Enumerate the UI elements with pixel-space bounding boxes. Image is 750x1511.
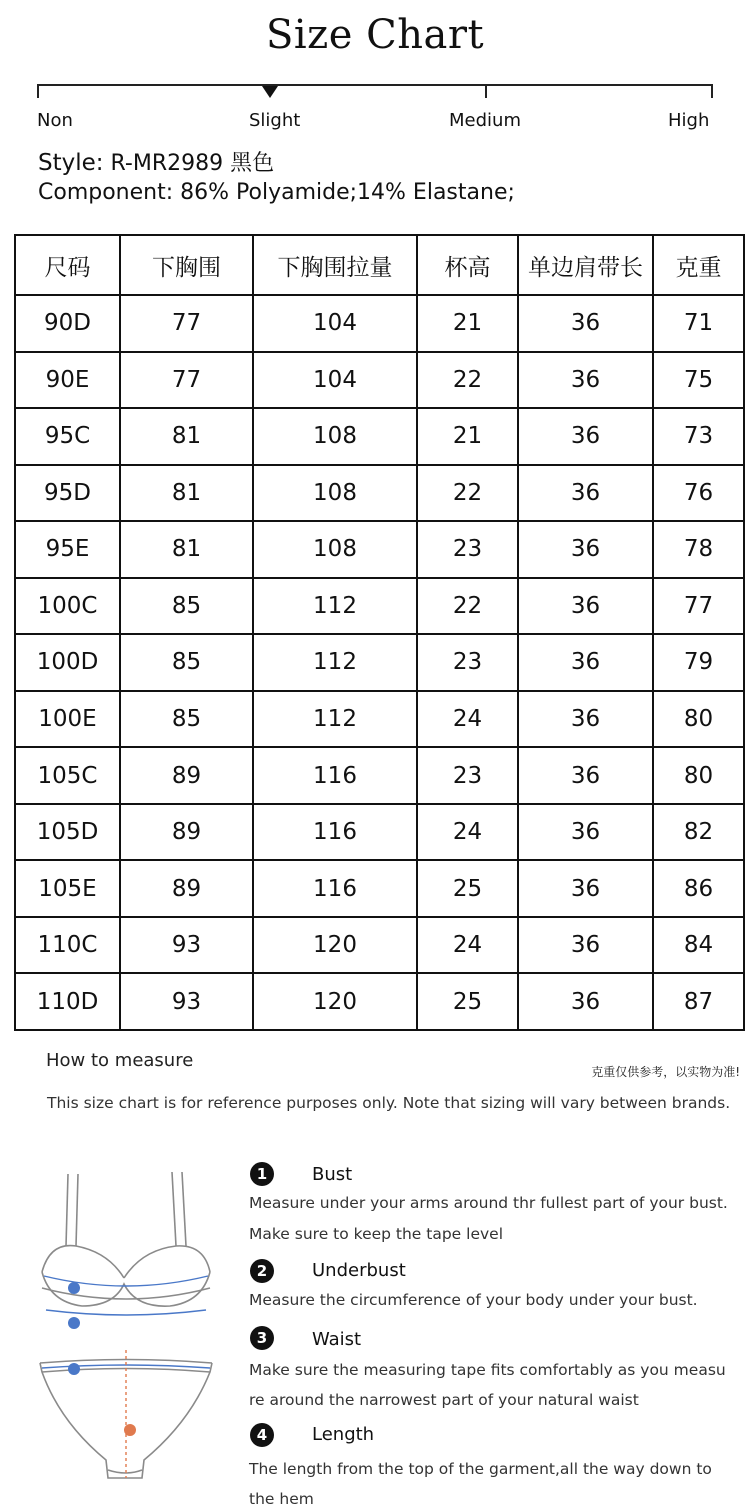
left-cup [42, 1246, 124, 1278]
waist-measure-line [42, 1365, 210, 1368]
table-cell: 108 [253, 465, 417, 522]
table-cell: 21 [417, 295, 518, 352]
table-cell: 77 [120, 352, 253, 409]
scale-tick [37, 84, 39, 98]
how-to-measure-heading: How to measure [46, 1050, 194, 1071]
table-row [15, 521, 744, 578]
table-cell: 93 [120, 973, 253, 1030]
table-cell: 104 [253, 352, 417, 409]
table-cell: 22 [417, 465, 518, 522]
column-header: 尺码 [15, 235, 120, 295]
table-cell: 100D [15, 634, 120, 691]
measure-desc: Measure under your arms around thr fullest part of your bust. [249, 1194, 728, 1212]
table-cell: 22 [417, 578, 518, 635]
number-3-icon: 3 [250, 1326, 274, 1350]
measure-title: Bust [312, 1164, 353, 1185]
table-header-row [15, 235, 744, 295]
table-cell: 105C [15, 747, 120, 804]
marker-4-icon [124, 1424, 136, 1436]
table-row [15, 917, 744, 974]
table-cell: 112 [253, 578, 417, 635]
table-row [15, 973, 744, 1030]
table-cell: 23 [417, 747, 518, 804]
table-row [15, 691, 744, 748]
style-line [38, 146, 274, 177]
component-value: 86% Polyamide;14% Elastane; [180, 180, 515, 205]
table-cell: 71 [653, 295, 744, 352]
table-cell: 79 [653, 634, 744, 691]
measure-title: Waist [312, 1329, 362, 1350]
table-cell: 22 [417, 352, 518, 409]
table-row [15, 747, 744, 804]
scale-tick [485, 84, 487, 98]
table-cell: 36 [518, 973, 653, 1030]
table-cell: 116 [253, 804, 417, 861]
scale-tick [711, 84, 713, 98]
column-header: 单边肩带长 [518, 235, 653, 295]
table-cell: 104 [253, 295, 417, 352]
scale-label-medium: Medium [449, 110, 521, 131]
table-cell: 76 [653, 465, 744, 522]
style-value: R-MR2989 黑色 [110, 151, 275, 176]
table-cell: 73 [653, 408, 744, 465]
scale-label-high: High [668, 110, 710, 131]
component-label: Component: [38, 180, 174, 205]
measure-desc: Measure the circumference of your body under your bust. [249, 1291, 698, 1309]
table-row [15, 578, 744, 635]
number-2-icon: 2 [250, 1259, 274, 1283]
measure-desc: the hem [249, 1490, 314, 1508]
table-cell: 23 [417, 521, 518, 578]
table-cell: 116 [253, 860, 417, 917]
table-row [15, 295, 744, 352]
table-cell: 77 [653, 578, 744, 635]
table-cell: 85 [120, 578, 253, 635]
table-cell: 77 [120, 295, 253, 352]
table-cell: 89 [120, 860, 253, 917]
table-cell: 95C [15, 408, 120, 465]
table-cell: 24 [417, 691, 518, 748]
table-cell: 90D [15, 295, 120, 352]
scale-line [38, 84, 712, 86]
page-title: Size Chart [265, 12, 485, 58]
underbust-measure-line [46, 1310, 206, 1315]
table-cell: 116 [253, 747, 417, 804]
table-cell: 112 [253, 634, 417, 691]
marker-1-icon [68, 1282, 80, 1294]
table-cell: 36 [518, 578, 653, 635]
table-cell: 36 [518, 352, 653, 409]
number-1-icon: 1 [250, 1162, 274, 1186]
table-cell: 95E [15, 521, 120, 578]
table-row [15, 804, 744, 861]
disclaimer-text: This size chart is for reference purposes only. Note that sizing will vary between brands. [47, 1094, 731, 1112]
table-cell: 36 [518, 691, 653, 748]
weight-note: 克重仅供参考，以实物为准! [591, 1065, 740, 1079]
table-cell: 36 [518, 295, 653, 352]
table-cell: 85 [120, 691, 253, 748]
marker-3-icon [68, 1363, 80, 1375]
style-label: Style: [38, 150, 104, 176]
table-cell: 78 [653, 521, 744, 578]
column-header: 杯高 [417, 235, 518, 295]
table-cell: 36 [518, 521, 653, 578]
table-cell: 36 [518, 747, 653, 804]
table-cell: 95D [15, 465, 120, 522]
column-header: 下胸围 [120, 235, 253, 295]
table-cell: 108 [253, 408, 417, 465]
table-row [15, 634, 744, 691]
measure-title: Underbust [312, 1260, 406, 1281]
table-cell: 36 [518, 860, 653, 917]
table-cell: 105E [15, 860, 120, 917]
table-cell: 36 [518, 634, 653, 691]
table-row [15, 860, 744, 917]
table-cell: 105D [15, 804, 120, 861]
table-cell: 89 [120, 747, 253, 804]
table-cell: 21 [417, 408, 518, 465]
number-4-icon: 4 [250, 1423, 274, 1447]
table-cell: 80 [653, 691, 744, 748]
table-cell: 36 [518, 465, 653, 522]
bust-measure-line [44, 1276, 208, 1286]
column-header: 下胸围拉量 [253, 235, 417, 295]
measure-desc: Make sure to keep the tape level [249, 1225, 504, 1243]
scale-label-non: Non [37, 110, 73, 131]
table-cell: 108 [253, 521, 417, 578]
measure-desc: Make sure the measuring tape fits comfortably as you measu [249, 1361, 726, 1379]
table-cell: 87 [653, 973, 744, 1030]
table-cell: 80 [653, 747, 744, 804]
table-cell: 25 [417, 860, 518, 917]
table-cell: 36 [518, 408, 653, 465]
component-line [38, 180, 515, 205]
table-cell: 110D [15, 973, 120, 1030]
lingerie-measure-illustration [30, 1160, 220, 1500]
table-cell: 36 [518, 804, 653, 861]
table-cell: 120 [253, 973, 417, 1030]
table-cell: 24 [417, 804, 518, 861]
table-cell: 81 [120, 521, 253, 578]
table-row [15, 465, 744, 522]
measure-title: Length [312, 1424, 375, 1445]
left-strap [66, 1174, 68, 1246]
right-strap [172, 1172, 176, 1246]
table-cell: 86 [653, 860, 744, 917]
table-cell: 25 [417, 973, 518, 1030]
measure-desc: The length from the top of the garment,all the way down to [249, 1460, 712, 1478]
table-row [15, 352, 744, 409]
table-cell: 23 [417, 634, 518, 691]
table-cell: 112 [253, 691, 417, 748]
table-cell: 75 [653, 352, 744, 409]
table-cell: 100E [15, 691, 120, 748]
table-cell: 110C [15, 917, 120, 974]
table-cell: 24 [417, 917, 518, 974]
table-cell: 90E [15, 352, 120, 409]
table-cell: 36 [518, 917, 653, 974]
table-cell: 120 [253, 917, 417, 974]
table-cell: 89 [120, 804, 253, 861]
table-cell: 93 [120, 917, 253, 974]
column-header: 克重 [653, 235, 744, 295]
table-cell: 85 [120, 634, 253, 691]
scale-label-slight: Slight [249, 110, 301, 131]
marker-2-icon [68, 1317, 80, 1329]
table-row [15, 408, 744, 465]
table-cell: 81 [120, 465, 253, 522]
size-table [14, 234, 745, 1031]
table-cell: 100C [15, 578, 120, 635]
measure-desc: re around the narrowest part of your natural waist [249, 1391, 639, 1409]
table-cell: 84 [653, 917, 744, 974]
scale-pointer-icon [262, 86, 278, 98]
right-cup [124, 1246, 210, 1278]
table-cell: 82 [653, 804, 744, 861]
table-cell: 81 [120, 408, 253, 465]
